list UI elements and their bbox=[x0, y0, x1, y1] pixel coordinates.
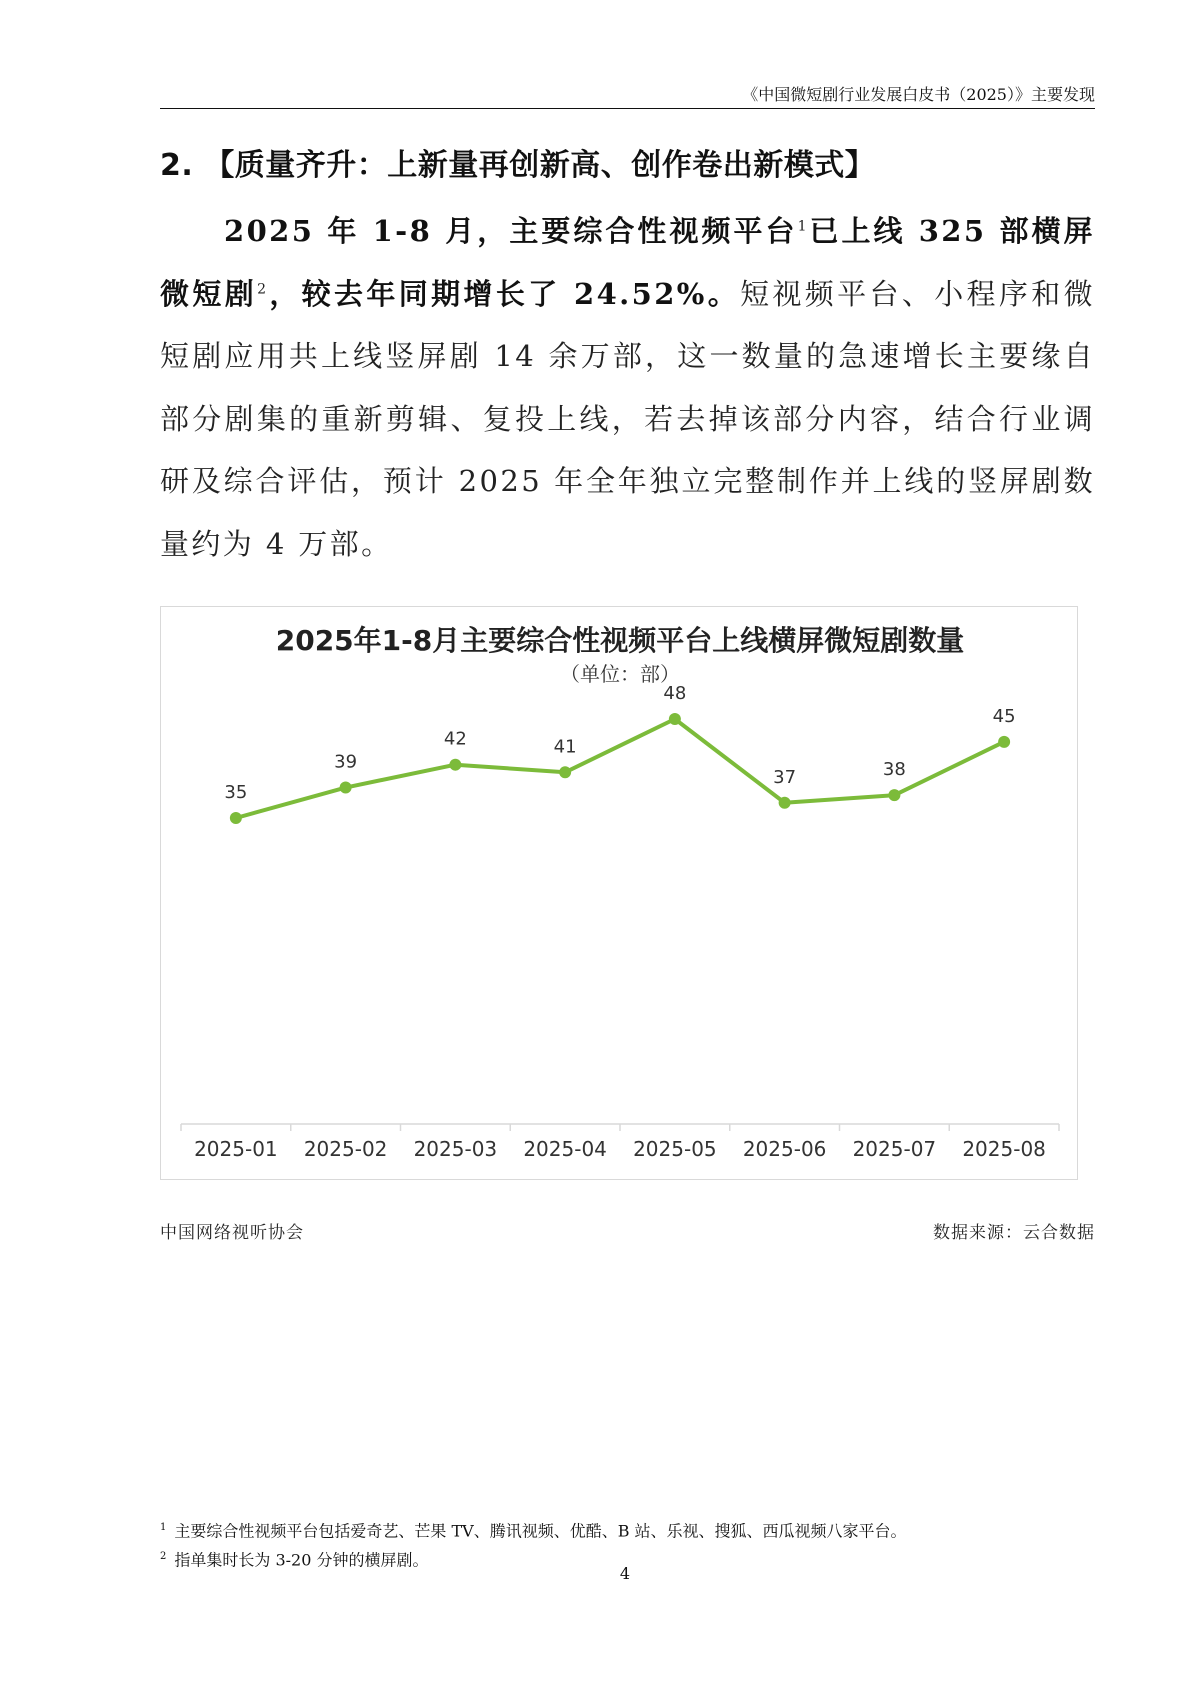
data-point-2025-04 bbox=[559, 766, 571, 778]
footnote-ref-1: 1 bbox=[797, 218, 809, 235]
x-tick-label-2025-02: 2025-02 bbox=[303, 1137, 388, 1161]
body-paragraph bbox=[160, 200, 1095, 575]
footnote-1 bbox=[160, 1515, 1095, 1544]
data-point-2025-05 bbox=[669, 713, 681, 725]
data-label-2025-02: 39 bbox=[334, 751, 358, 773]
data-label-2025-05: 48 bbox=[663, 683, 687, 704]
data-label-2025-04: 41 bbox=[553, 736, 577, 758]
bold-text-3: ，较去年同期增长了 24.52%。 bbox=[268, 276, 741, 311]
data-label-2025-01: 35 bbox=[224, 782, 248, 803]
data-point-2025-06 bbox=[779, 797, 791, 809]
line-chart bbox=[161, 607, 1079, 1181]
normal-text: 短视频平台、小程序和微短剧应用共上线竖屏剧 14 余万部，这一数量的急速增长主要缘自部分剧集的重新剪辑、复投上线，若去掉该部分内容，结合行业调研及综合评估，预计 2025 年全年独立完整制作并上线的竖屏剧数量约为 4 万部。 bbox=[160, 276, 1096, 561]
data-point-2025-02 bbox=[340, 782, 352, 794]
x-tick-label-2025-07: 2025-07 bbox=[852, 1137, 937, 1161]
bold-text-1: 2025 年 1-8 月，主要综合性视频平台 bbox=[224, 214, 798, 248]
chart-subtitle: （单位：部） bbox=[560, 662, 680, 686]
section-title: 2. 【质量齐升：上新量再创新高、创作卷出新模式】 bbox=[160, 148, 876, 183]
data-label-2025-07: 38 bbox=[882, 759, 906, 781]
page-number: 4 bbox=[619, 1564, 631, 1583]
x-tick-label-2025-08: 2025-08 bbox=[962, 1137, 1046, 1161]
header-rule bbox=[160, 108, 1095, 109]
x-axis-ticks bbox=[181, 1124, 1059, 1131]
x-tick-label-2025-05: 2025-05 bbox=[633, 1137, 717, 1161]
data-point-2025-01 bbox=[230, 812, 242, 824]
data-label-2025-06: 37 bbox=[773, 766, 797, 788]
footnote-ref-2: 2 bbox=[257, 280, 269, 297]
x-tick-label-2025-04: 2025-04 bbox=[523, 1137, 607, 1161]
x-tick-label-2025-06: 2025-06 bbox=[742, 1137, 827, 1161]
page-header: 《中国微短剧行业发展白皮书（2025）》主要发现 bbox=[742, 85, 1095, 104]
source-organization: 中国网络视听协会 bbox=[160, 1223, 304, 1243]
data-point-2025-08 bbox=[998, 736, 1010, 748]
bold-text-2: 已上线 325 部横屏微短剧 bbox=[160, 214, 1095, 311]
footnote-mark: 2 bbox=[160, 1551, 167, 1563]
chart-title: 2025年1-8月主要综合性视频平台上线横屏微短剧数量 bbox=[275, 624, 965, 657]
x-tick-label-2025-03: 2025-03 bbox=[413, 1137, 498, 1161]
chart-container bbox=[160, 606, 1078, 1180]
data-label-2025-08: 45 bbox=[992, 705, 1016, 727]
data-point-2025-03 bbox=[449, 759, 461, 771]
data-point-2025-07 bbox=[888, 789, 900, 801]
x-tick-label-2025-01: 2025-01 bbox=[194, 1137, 278, 1161]
footnote-mark: 1 bbox=[160, 1522, 167, 1533]
data-source: 数据来源：云合数据 bbox=[933, 1223, 1095, 1243]
footnote-text: 指单集时长为 3-20 分钟的横屏剧。 bbox=[174, 1550, 429, 1570]
footnote-text: 主要综合性视频平台包括爱奇艺、芒果 TV、腾讯视频、优酷、B 站、乐视、搜狐、西瓜视频八家平台。 bbox=[174, 1521, 907, 1541]
data-label-2025-03: 42 bbox=[443, 728, 467, 750]
x-tick-labels bbox=[194, 1137, 1046, 1161]
